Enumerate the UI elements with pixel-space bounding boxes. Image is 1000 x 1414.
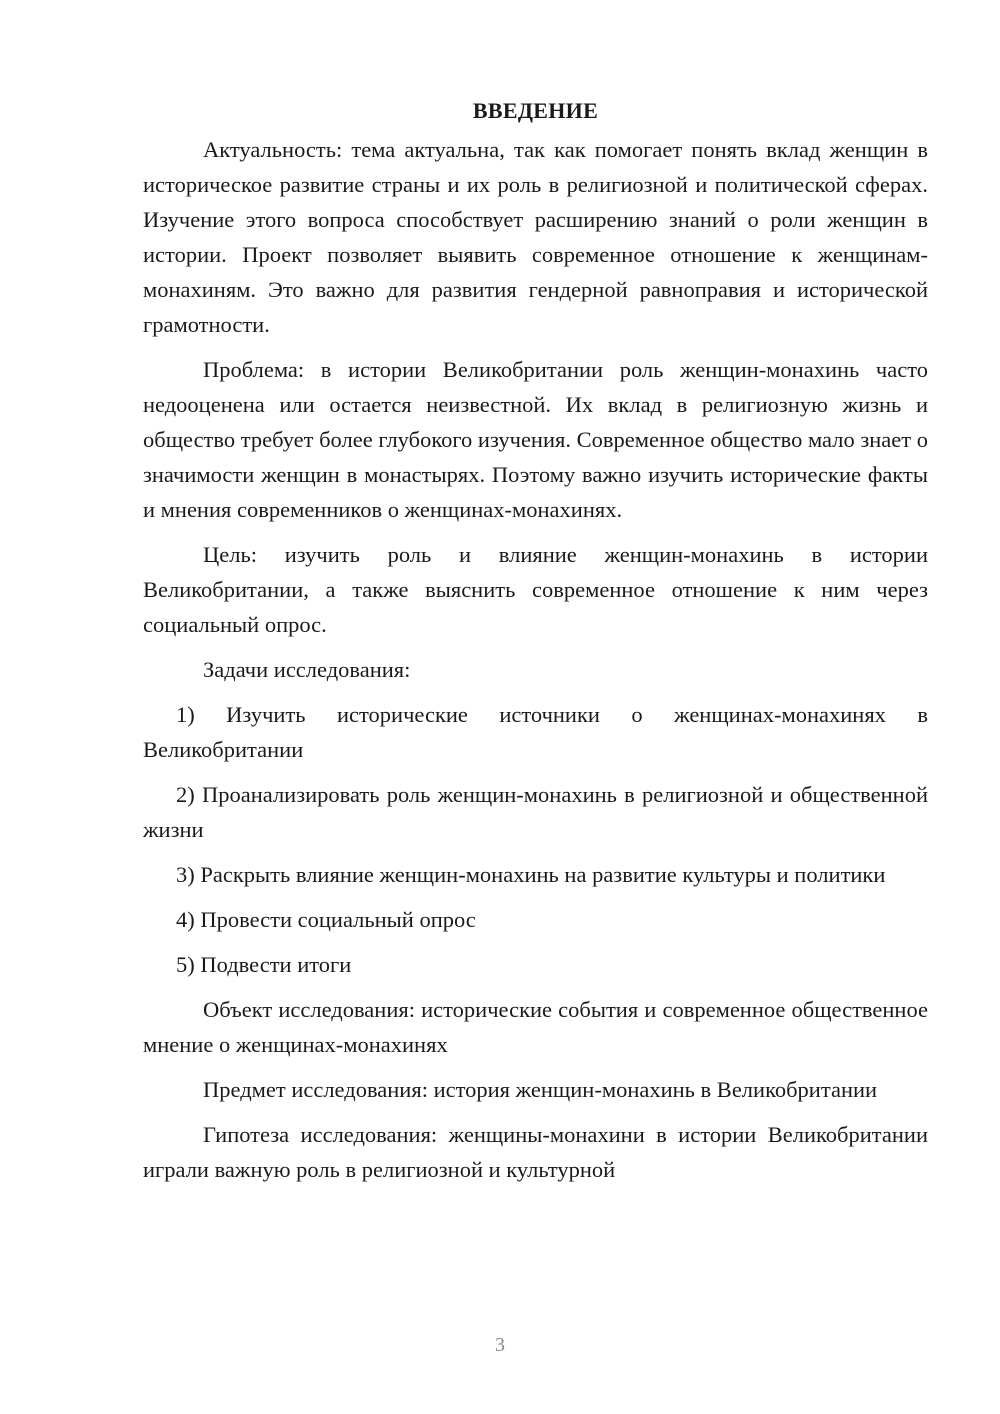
document-body <box>143 94 928 1187</box>
object-paragraph: Объект исследования: исторические события и современное общественное мнение о женщинах-монахинях <box>143 997 928 1057</box>
task-item-1: 1) Изучить исторические источники о женщинах-монахинях в Великобритании <box>143 702 928 762</box>
hypothesis-paragraph: Гипотеза исследования: женщины-монахини в истории Великобритании играли важную роль в религиозной и культурной <box>143 1122 928 1182</box>
subject-paragraph: Предмет исследования: история женщин-монахинь в Великобритании <box>203 1077 878 1102</box>
task-item-2: 2) Проанализировать роль женщин-монахинь в религиозной и общественной жизни <box>143 782 928 842</box>
relevance-paragraph: Актуальность: тема актуальна, так как помогает понять вклад женщин в историческое развитие страны и их роль в религиозной и политической сферах. Изучение этого вопроса способствует расширению знаний о роли женщин в истории. Проект позволяет выявить современное отношение к женщинам-монахиням. Это важно для развития гендерной равноправия и исторической грамотности. <box>143 137 928 337</box>
page-number: 3 <box>495 1334 505 1356</box>
task-item-4: 4) Провести социальный опрос <box>176 907 476 932</box>
tasks-heading: Задачи исследования: <box>203 657 411 682</box>
task-item-5: 5) Подвести итоги <box>176 952 352 977</box>
goal-paragraph: Цель: изучить роль и влияние женщин-монахинь в истории Великобритании, а также выяснить современное отношение к ним через социальный опрос. <box>143 542 928 637</box>
section-title: ВВЕДЕНИЕ <box>472 98 599 123</box>
task-item-3: 3) Раскрыть влияние женщин-монахинь на развитие культуры и политики <box>176 862 886 887</box>
problem-paragraph: Проблема: в истории Великобритании роль женщин-монахинь часто недооценена или остается неизвестной. Их вклад в религиозную жизнь и общество требует более глубокого изучения. Современное общество мало знает о значимости женщин в монастырях. Поэтому важно изучить исторические факты и мнения современников о женщинах-монахинях. <box>143 357 928 522</box>
